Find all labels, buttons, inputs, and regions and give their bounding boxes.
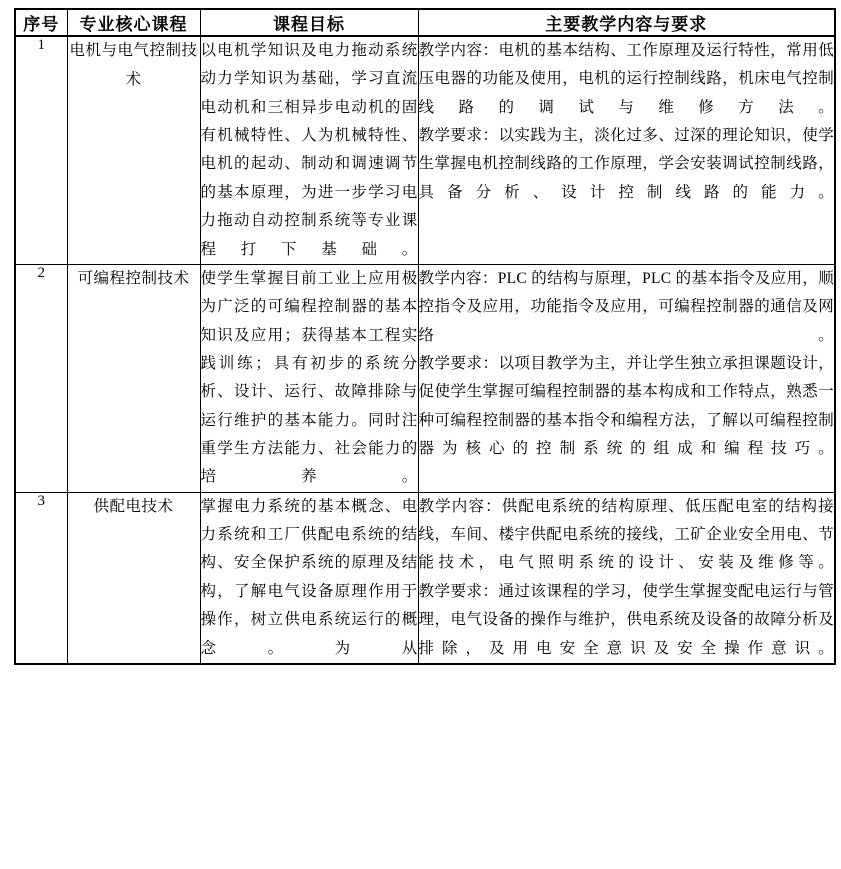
table-header xyxy=(15,9,835,36)
teaching-requirement-text: 教学要求：通过该课程的学习，使学生掌握变配电运行与管理，电气设备的操作与维护，供电系统及设备的故障分析及排除，及用电安全意识及安全操作意识。 xyxy=(418,582,834,657)
course-goal-text: 使学生掌握目前工业上应用极为广泛的可编程控制器的基本知识及应用；获得基本工程实践训练；具有初步的系统分析、设计、运行、故障排除与运行维护的基本能力。同时注重学生方法能力、社会能力的培养。 xyxy=(200,269,418,486)
cell-course-goal xyxy=(200,492,418,664)
cell-teaching-content xyxy=(418,492,835,664)
teaching-content-text: 教学内容：PLC 的结构与原理，PLC 的基本指令及应用，顺控指令及应用，功能指令及应用，可编程控制器的通信及网络。 xyxy=(418,269,834,344)
column-header-teaching-content: 主要教学内容与要求 xyxy=(418,9,835,36)
cell-course-goal xyxy=(200,36,418,264)
table-header-row xyxy=(15,9,835,36)
column-header-course-name: 专业核心课程 xyxy=(67,9,200,36)
cell-no: 1 xyxy=(15,36,67,264)
course-goal-text: 掌握电力系统的基本概念、电力系统和工厂供配电系统的结构、安全保护系统的原理及结构，了解电气设备原理作用于操作，树立供电系统运行的概念。为从 xyxy=(200,497,418,657)
table-row xyxy=(15,492,835,664)
table-row xyxy=(15,264,835,492)
table-row xyxy=(15,36,835,264)
cell-teaching-content xyxy=(418,264,835,492)
teaching-content-text: 教学内容：供配电系统的结构原理、低压配电室的结构接线，车间、楼宇供配电系统的接线，工矿企业安全用电、节能技术，电气照明系统的设计、安装及维修等。 xyxy=(418,497,834,572)
cell-course-name: 电机与电气控制技术 xyxy=(67,36,200,264)
cell-course-goal xyxy=(200,264,418,492)
core-course-table xyxy=(14,8,836,665)
teaching-requirement-text: 教学要求：以实践为主，淡化过多、过深的理论知识，使学生掌握电机控制线路的工作原理，学会安装调试控制线路，具备分析、设计控制线路的能力。 xyxy=(418,127,834,201)
cell-course-name: 供配电技术 xyxy=(67,492,200,664)
column-header-course-goal: 课程目标 xyxy=(200,9,418,36)
column-header-no: 序号 xyxy=(15,9,67,36)
cell-no: 2 xyxy=(15,264,67,492)
table-body xyxy=(15,36,835,664)
cell-no: 3 xyxy=(15,492,67,664)
course-goal-text: 以电机学知识及电力拖动系统动力学知识为基础，学习直流电动机和三相异步电动机的固有机械特性、人为机械特性、电机的起动、制动和调速调节的基本原理，为进一步学习电力拖动自动控制系统等专业课程打下基础。 xyxy=(200,42,418,258)
cell-course-name: 可编程控制技术 xyxy=(67,264,200,492)
cell-teaching-content xyxy=(418,36,835,264)
teaching-content-text: 教学内容：电机的基本结构、工作原理及运行特性，常用低压电器的功能及使用，电机的运行控制线路，机床电气控制线路的调试与维修方法。 xyxy=(418,42,834,116)
teaching-requirement-text: 教学要求：以项目教学为主，并让学生独立承担课题设计，促使学生掌握可编程控制器的基本构成和工作特点，熟悉一种可编程控制器的基本指令和编程方法，了解以可编程控制器为核心的控制系统的组成和编程技巧。 xyxy=(418,354,834,458)
